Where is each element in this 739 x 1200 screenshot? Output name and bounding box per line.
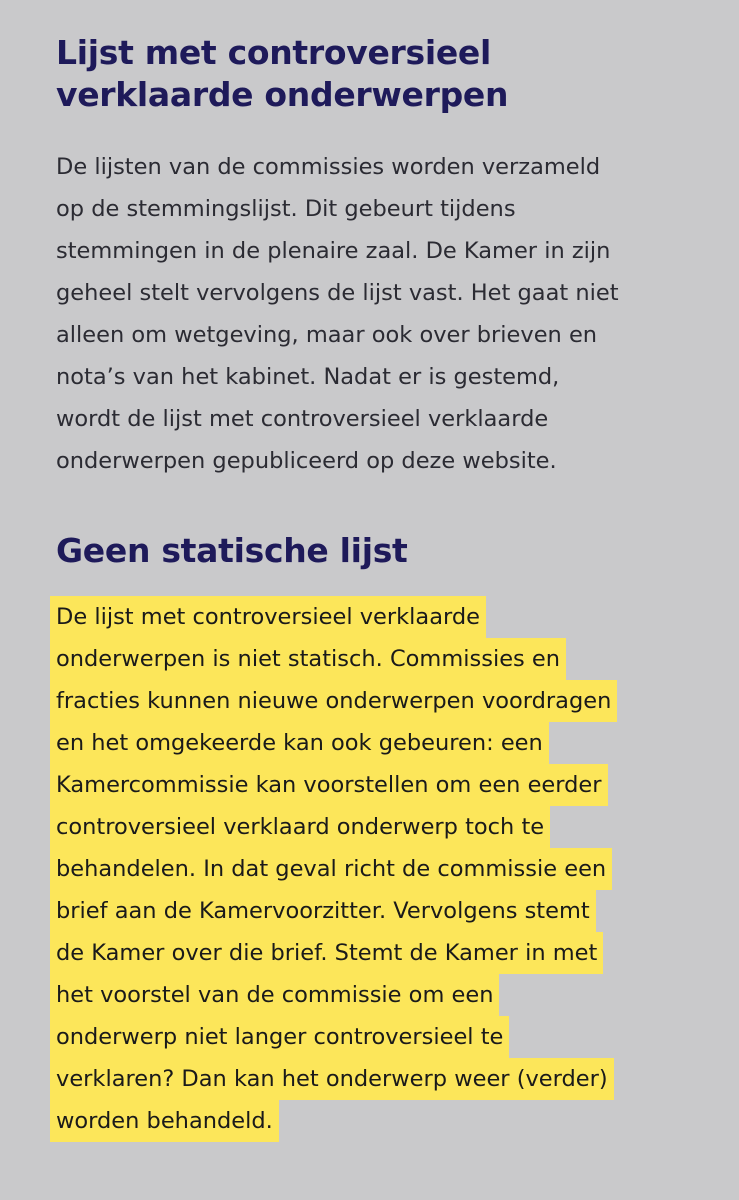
highlighted-line: de Kamer over die brief. Stemt de Kamer in met <box>50 932 603 974</box>
highlighted-line: behandelen. In dat geval richt de commissie een <box>50 848 612 890</box>
paragraph-line: onderwerpen gepubliceerd op deze website. <box>56 448 557 474</box>
heading-line: verklaarde onderwerpen <box>56 75 509 114</box>
highlighted-line: verklaren? Dan kan het onderwerp weer (verder) <box>50 1058 614 1100</box>
highlighted-paragraph-not-static <box>56 596 699 1142</box>
highlighted-line: onderwerpen is niet statisch. Commissies en <box>50 638 566 680</box>
highlighted-line: het voorstel van de commissie om een <box>50 974 499 1016</box>
highlighted-line: en het omgekeerde kan ook gebeuren: een <box>50 722 549 764</box>
heading-line: Lijst met controversieel <box>56 33 492 72</box>
paragraph-line: geheel stelt vervolgens de lijst vast. Het gaat niet <box>56 280 619 306</box>
highlighted-line: fracties kunnen nieuwe onderwerpen voordragen <box>50 680 617 722</box>
paragraph-line: wordt de lijst met controversieel verklaarde <box>56 406 549 432</box>
paragraph-line: stemmingen in de plenaire zaal. De Kamer in zijn <box>56 238 611 264</box>
highlighted-line: worden behandeld. <box>50 1100 279 1142</box>
highlighted-line: Kamercommissie kan voorstellen om een eerder <box>50 764 608 806</box>
section-heading-not-static: Geen statische lijst <box>56 531 408 570</box>
paragraph-line: alleen om wetgeving, maar ook over brieven en <box>56 322 598 348</box>
paragraph-line: De lijsten van de commissies worden verzameld <box>56 154 601 180</box>
section-paragraph-controversial-list <box>56 146 699 482</box>
highlighted-line: controversieel verklaard onderwerp toch te <box>50 806 550 848</box>
highlighted-line: brief aan de Kamervoorzitter. Vervolgens stemt <box>50 890 596 932</box>
highlighted-line: De lijst met controversieel verklaarde <box>50 596 486 638</box>
section-heading-controversial-list <box>56 32 699 116</box>
paragraph-line: nota’s van het kabinet. Nadat er is gestemd, <box>56 364 560 390</box>
paragraph-line: op de stemmingslijst. Dit gebeurt tijdens <box>56 196 516 222</box>
highlighted-line: onderwerp niet langer controversieel te <box>50 1016 509 1058</box>
